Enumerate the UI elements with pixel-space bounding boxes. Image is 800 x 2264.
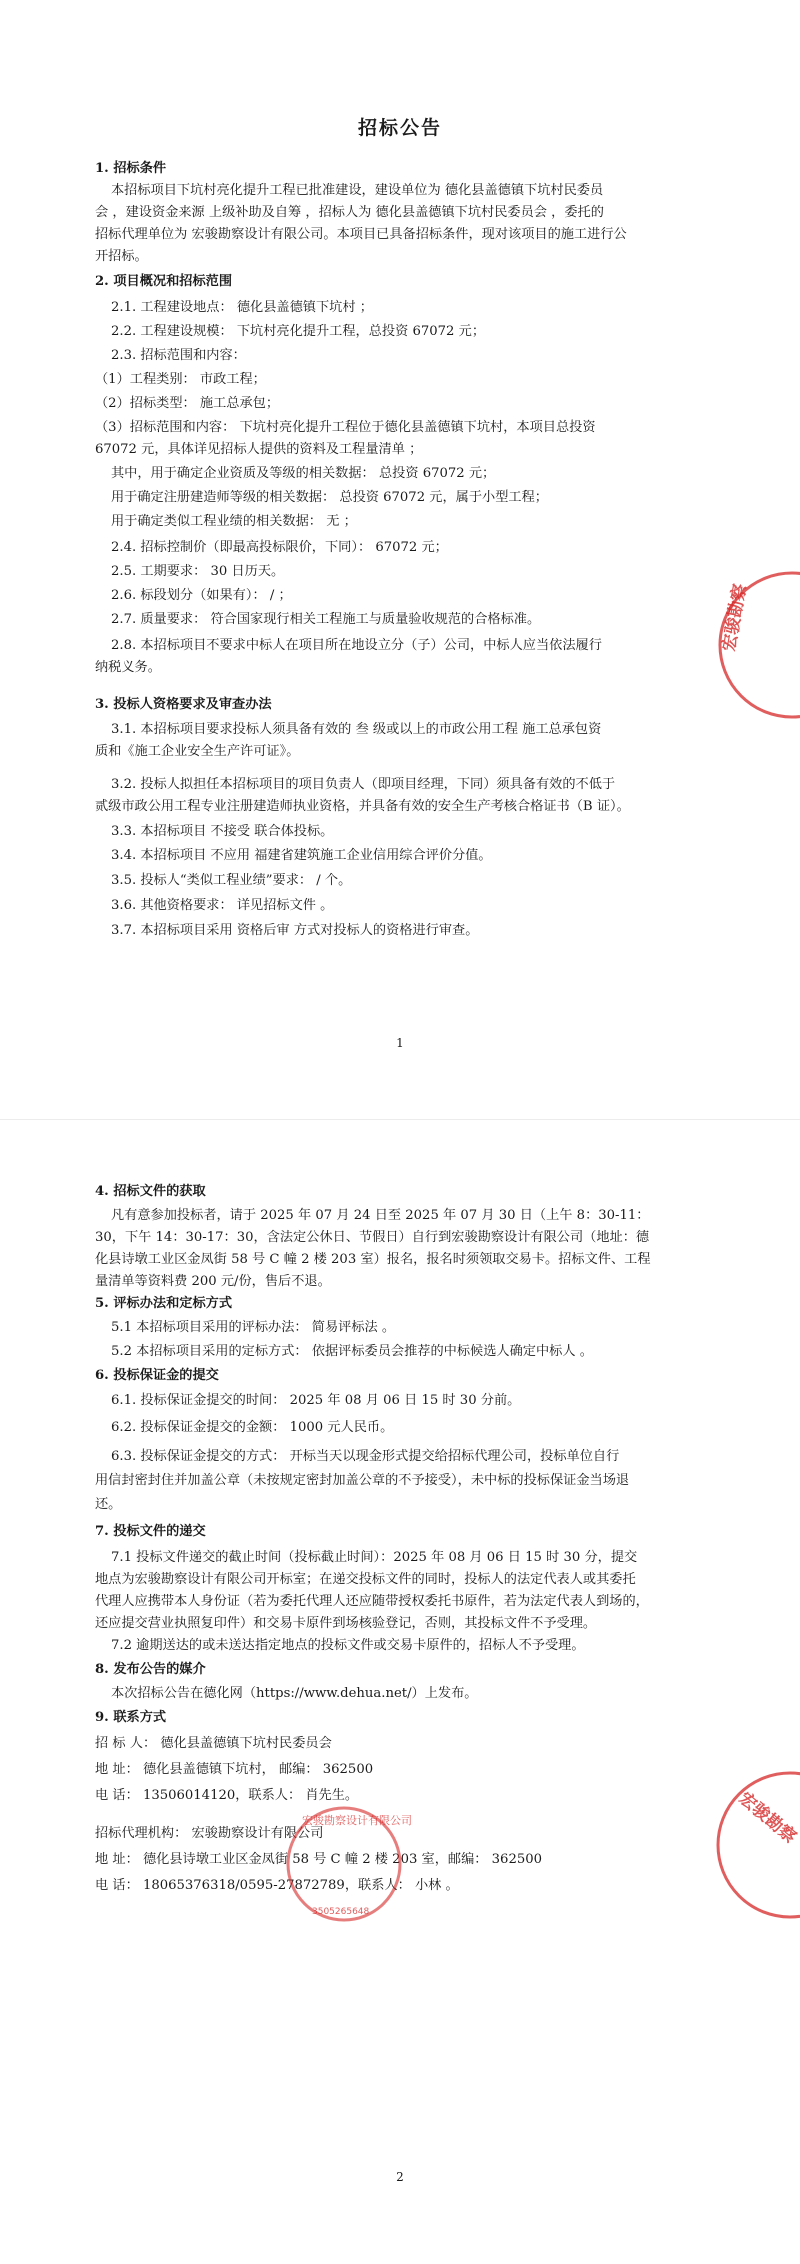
s3-1b: 质和《施工企业安全生产许可证》。 — [95, 744, 300, 759]
s2-4: 2.4. 招标控制价（即最高投标限价，下同）： 67072 元； — [111, 540, 448, 555]
s7-1c: 代理人应携带本人身份证（若为委托代理人还应随带授权委托书原件，若为法定代表人到场的， — [95, 1594, 649, 1609]
company-seal-icon — [700, 1760, 800, 1930]
svg-text:宏骏勘察: 宏骏勘察 — [719, 582, 751, 653]
s3-7: 3.7. 本招标项目采用 资格后审 方式对投标人的资格进行审查。 — [111, 923, 479, 938]
section-1-heading: 1. 招标条件 — [95, 161, 167, 176]
s7-1a: 7.1 投标文件递交的截止时间（投标截止时间）：2025 年 08 月 06 日 15 时 30 分，提交 — [111, 1550, 638, 1565]
s2-q1: 其中，用于确定企业资质及等级的相关数据： 总投资 67072 元； — [111, 466, 496, 481]
page-2 — [0, 1120, 800, 2264]
s4-a: 凡有意参加投标者，请于 2025 年 07 月 24 日至 2025 年 07 月 30 日（上午 8：30-11： — [111, 1208, 650, 1223]
page-title: 招标公告 — [357, 117, 442, 139]
contact-agent: 招标代理机构： 宏骏勘察设计有限公司 — [95, 1826, 324, 1841]
section-8-heading: 8. 发布公告的媒介 — [95, 1662, 206, 1677]
s2-8b: 纳税义务。 — [95, 660, 161, 675]
s2-7: 2.7. 质量要求： 符合国家现行相关工程施工与质量验收规范的合格标准。 — [111, 612, 541, 627]
s1-line-2: 会 ，建设资金来源 上级补助及自筹 ，招标人为 德化县盖德镇下坑村民委员会 ，委托的 — [95, 205, 604, 220]
section-7-heading: 7. 投标文件的递交 — [95, 1524, 206, 1539]
svg-text:3505265648: 3505265648 — [312, 1907, 370, 1917]
contact-tenderer-phone: 电 话： 13506014120，联系人： 肖先生。 — [95, 1788, 359, 1803]
s3-2b: 贰级市政公用工程专业注册建造师执业资格，并具备有效的安全生产考核合格证书（B 证）。 — [95, 799, 630, 814]
section-6-heading: 6. 投标保证金的提交 — [95, 1368, 219, 1383]
page-number-1: 1 — [396, 1036, 404, 1050]
s6-1: 6.1. 投标保证金提交的时间： 2025 年 08 月 06 日 15 时 30 分前。 — [111, 1393, 521, 1408]
s2-5: 2.5. 工期要求： 30 日历天。 — [111, 564, 285, 579]
s3-3: 3.3. 本招标项目 不接受 联合体投标。 — [111, 824, 334, 839]
s3-1a: 3.1. 本招标项目要求投标人须具备有效的 叁 级或以上的市政公用工程 施工总承包资 — [111, 722, 602, 737]
s2-8a: 2.8. 本招标项目不要求中标人在项目所在地设立分（子）公司，中标人应当依法履行 — [111, 638, 602, 653]
s2-2: 2.2. 工程建设规模： 下坑村亮化提升工程，总投资 67072 元； — [111, 324, 486, 339]
agent-seal-icon — [272, 1804, 422, 1934]
s2-6: 2.6. 标段划分（如果有）： / ； — [111, 588, 292, 603]
page-1 — [0, 0, 800, 1120]
section-9-heading: 9. 联系方式 — [95, 1710, 167, 1725]
s5-1: 5.1 本招标项目采用的评标办法： 简易评标法 。 — [111, 1320, 396, 1335]
contact-tenderer: 招 标 人： 德化县盖德镇下坑村民委员会 — [95, 1736, 332, 1751]
s4-d: 量清单等资料费 200 元/份，售后不退。 — [95, 1274, 331, 1289]
s6-2: 6.2. 投标保证金提交的金额： 1000 元人民币。 — [111, 1420, 394, 1435]
s1-line-1: 本招标项目下坑村亮化提升工程已批准建设，建设单位为 德化县盖德镇下坑村民委员 — [111, 183, 604, 198]
s2-3-1: （1）工程类别： 市政工程； — [95, 372, 266, 387]
s2-1: 2.1. 工程建设地点： 德化县盖德镇下坑村 ； — [111, 300, 373, 315]
s7-1d: 还应提交营业执照复印件）和交易卡原件到场核验登记，否则，其投标文件不予受理。 — [95, 1616, 597, 1631]
s6-3a: 6.3. 投标保证金提交的方式： 开标当天以现金形式提交给招标代理公司，投标单位自行 — [111, 1449, 620, 1464]
company-seal-icon — [712, 560, 800, 730]
s1-line-4: 开招标。 — [95, 249, 148, 264]
section-4-heading: 4. 招标文件的获取 — [95, 1184, 206, 1199]
s2-3: 2.3. 招标范围和内容： — [111, 348, 246, 363]
section-2-heading: 2. 项目概况和招标范围 — [95, 274, 233, 289]
s8-1: 本次招标公告在德化网（https://www.dehua.net/）上发布。 — [111, 1686, 478, 1701]
s2-3-3b: 67072 元，具体详见招标人提供的资料及工程量清单 ； — [95, 442, 423, 457]
s6-3c: 还。 — [95, 1497, 122, 1512]
s4-c: 化县诗墩工业区金凤街 58 号 C 幢 2 楼 203 室）报名，报名时须领取交易卡。招标文件、工程 — [95, 1252, 651, 1267]
section-5-heading: 5. 评标办法和定标方式 — [95, 1296, 233, 1311]
s3-4: 3.4. 本招标项目 不应用 福建省建筑施工企业信用综合评价分值。 — [111, 848, 492, 863]
s2-3-3a: （3）招标范围和内容： 下坑村亮化提升工程位于德化县盖德镇下坑村，本项目总投资 — [95, 420, 596, 435]
s2-q3: 用于确定类似工程业绩的相关数据： 无 ； — [111, 514, 357, 529]
svg-text:宏骏勘察: 宏骏勘察 — [734, 1788, 800, 1848]
s2-3-2: （2）招标类型： 施工总承包； — [95, 396, 280, 411]
section-3-heading: 3. 投标人资格要求及审查办法 — [95, 697, 272, 712]
s7-1b: 地点为宏骏勘察设计有限公司开标室；在递交投标文件的同时，投标人的法定代表人或其委托 — [95, 1572, 636, 1587]
s6-3b: 用信封密封住并加盖公章（未按规定密封加盖公章的不予接受），未中标的投标保证金当场退 — [95, 1473, 630, 1488]
s7-2: 7.2 逾期送达的或未送达指定地点的投标文件或交易卡原件的，招标人不予受理。 — [111, 1638, 585, 1653]
s1-line-3: 招标代理单位为 宏骏勘察设计有限公司。本项目已具备招标条件，现对该项目的施工进行公 — [95, 227, 627, 242]
s4-b: 30，下午 14：30-17：30，含法定公休日、节假日）自行到宏骏勘察设计有限公司（地址：德 — [95, 1230, 650, 1245]
contact-tenderer-address: 地 址： 德化县盖德镇下坑村， 邮编： 362500 — [95, 1762, 374, 1777]
svg-text:宏骏勘察设计有限公司: 宏骏勘察设计有限公司 — [302, 1814, 412, 1827]
s3-2a: 3.2. 投标人拟担任本招标项目的项目负责人（即项目经理，下同）须具备有效的不低于 — [111, 777, 616, 792]
s3-5: 3.5. 投标人“类似工程业绩”要求： / 个。 — [111, 873, 352, 888]
s3-6: 3.6. 其他资格要求： 详见招标文件 。 — [111, 898, 334, 913]
s2-q2: 用于确定注册建造师等级的相关数据： 总投资 67072 元，属于小型工程； — [111, 490, 548, 505]
contact-agent-phone: 电 话： 18065376318/0595-27872789，联系人： 小林 。 — [95, 1878, 459, 1893]
page-number-2: 2 — [396, 2170, 404, 2184]
contact-agent-address: 地 址： 德化县诗墩工业区金凤街 58 号 C 幢 2 楼 203 室，邮编： 362500 — [95, 1852, 543, 1867]
s5-2: 5.2 本招标项目采用的定标方式： 依据评标委员会推荐的中标候选人确定中标人 。 — [111, 1344, 593, 1359]
